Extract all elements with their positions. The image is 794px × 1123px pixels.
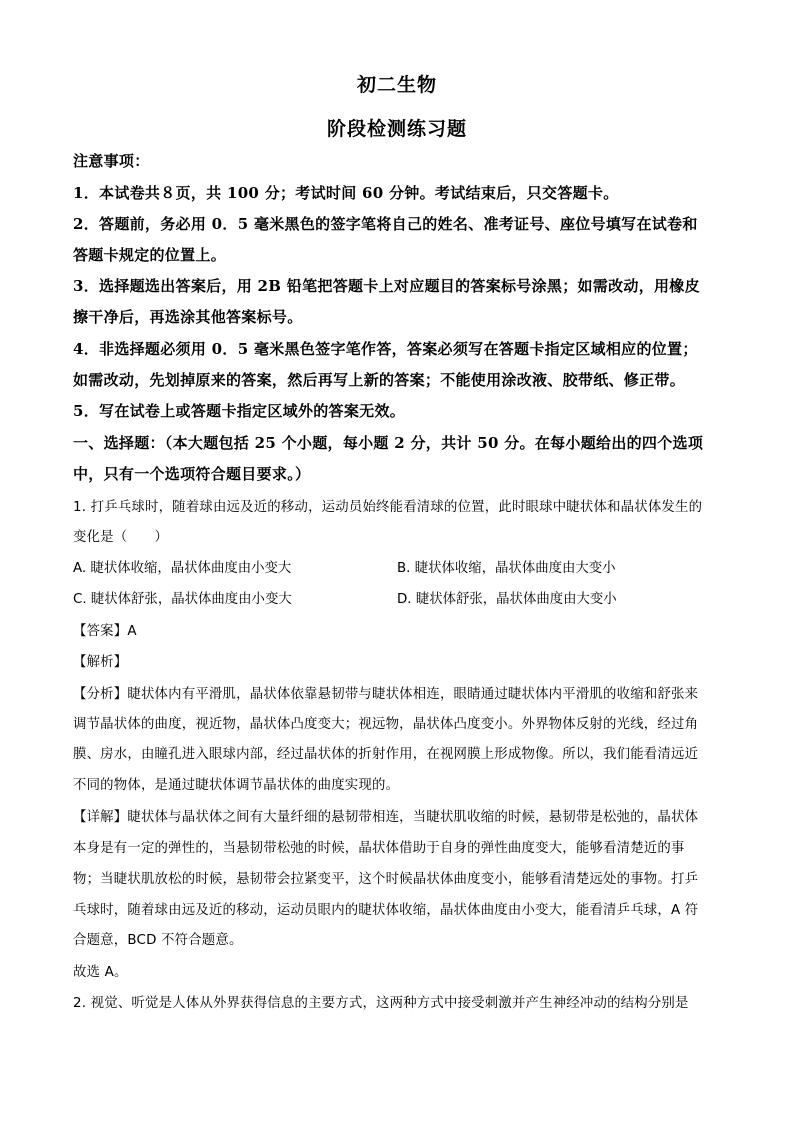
xiangjie-line: 物；当睫状肌放松的时候，悬韧带会拉紧变平，这个时候晶状体曲度变小，能够看清楚远处的事物。打乒: [73, 872, 699, 887]
fenxi-text: 睫状体内有平滑肌，晶状体依靠悬韧带与睫状体相连，眼睛通过睫状体内平滑肌的收缩和舒张来: [127, 687, 699, 702]
xiangjie-line: 本身是有一定的弹性的，当悬韧带松弛的时候，晶状体借助于自身的弹性曲度变大，能够看清楚近的事: [73, 841, 685, 856]
question-stem-cont: 变化是（ ）: [73, 530, 169, 545]
fenxi-line: 调节晶状体的曲度，视近物，晶状体凸度变大；视远物，晶状体凸度变小。外界物体反射的光线，经过角: [73, 717, 699, 732]
fenxi-tag: 【分析】: [73, 687, 128, 702]
xiangjie-line: [73, 806, 698, 825]
notice-line: 如需改动，先划掉原来的答案，然后再写上新的答案；不能使用涂改液、胶带纸、修正带。: [73, 371, 686, 389]
question-stem: 1. 打乒乓球时，随着球由远及近的移动，运动员始终能看清球的位置，此时眼球中睫状体和晶状体发生的: [73, 500, 703, 515]
analysis-tag: 【解析】: [73, 655, 128, 670]
notice-line: 1．本试卷共８页，共 100 分；考试时间 60 分钟。考试结束后，只交答题卡。: [73, 184, 619, 202]
xiangjie-line: 乓球时，随着球由远及近的移动，运动员眼内的睫状体收缩，晶状体曲度由小变大，能看清乒乓球，A 符: [73, 903, 699, 918]
section-heading-cont: 中，只有一个选项符合题目要求。）: [73, 465, 311, 483]
answer-tag: 【答案】: [73, 624, 128, 639]
notice-line: 5．写在试卷上或答题卡指定区域外的答案无效。: [73, 402, 406, 420]
option-b: B. 睫状体收缩，晶状体曲度由大变小: [397, 561, 616, 576]
answer-value: A: [127, 624, 137, 639]
fenxi-line: [73, 683, 698, 702]
page-title: 初二生物: [356, 74, 437, 96]
fenxi-line: 膜、房水，由瞳孔进入眼球内部，经过晶状体的折射作用，在视网膜上形成物像。所以，我们能看清远近: [73, 747, 699, 762]
notice-line: 4．非选择题必须用 0．5 毫米黑色签字笔作答，答案必须写在答题卡指定区域相应的位置；: [73, 340, 698, 358]
xiangjie-line: 合题意，BCD 不符合题意。: [73, 933, 243, 948]
xiangjie-tag: 【详解】: [73, 810, 128, 825]
option-c: C. 睫状体舒张，晶状体曲度由小变大: [73, 592, 292, 607]
page-subtitle: 阶段检测练习题: [326, 118, 467, 140]
notice-line: 擦干净后，再选涂其他答案标号。: [73, 308, 303, 326]
notice-line: 答题卡规定的位置上。: [73, 246, 227, 264]
xiangjie-text: 睫状体与晶状体之间有大量纤细的悬韧带相连，当睫状肌收缩的时候，悬韧带是松弛的，晶状体: [127, 810, 699, 825]
conclusion: 故选 A。: [73, 965, 128, 980]
notice-line: 2．答题前，务必用 0．5 毫米黑色的签字笔将自己的姓名、准考证号、座位号填写在试卷和: [73, 215, 698, 233]
fenxi-line: 不同的物体，是通过睫状体调节晶状体的曲度实现的。: [73, 778, 400, 793]
notice-line: 3．选择题选出答案后，用 2B 铅笔把答题卡上对应题目的答案标号涂黑；如需改动，用橡皮: [73, 277, 700, 295]
option-a: A. 睫状体收缩，晶状体曲度由小变大: [73, 561, 292, 576]
option-d: D. 睫状体舒张，晶状体曲度由大变小: [397, 592, 617, 607]
answer-line: [73, 620, 137, 639]
question-stem: 2. 视觉、听觉是人体从外界获得信息的主要方式，这两种方式中接受刺激并产生神经冲动的结构分别是: [73, 996, 689, 1011]
section-heading: 一、选择题：（本大题包括 25 个小题，每小题 2 分，共计 50 分。在每小题给出的四个选项: [73, 434, 704, 452]
notice-heading: 注意事项：: [73, 152, 150, 170]
